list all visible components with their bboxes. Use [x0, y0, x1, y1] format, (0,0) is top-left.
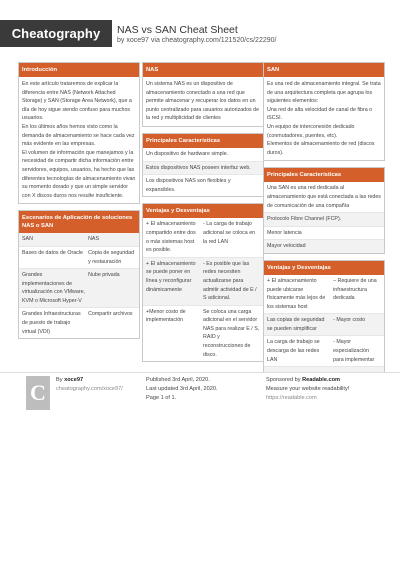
san-paragraph: Un equipo de interconexión dedicado (conmutadores, puentes, etc). — [267, 123, 355, 139]
sponsor-text: Measure your website readability! — [266, 386, 350, 392]
san-body — [264, 77, 384, 160]
column-header-san: SAN — [22, 236, 33, 243]
table-cell: Nube privada — [88, 272, 120, 279]
published-date: Published 3rd April, 2020. — [146, 377, 210, 383]
table-row — [143, 257, 263, 305]
footer-sponsor-block — [266, 376, 391, 403]
sponsor-link[interactable]: Readable.com — [302, 377, 341, 383]
scenarios-title: Escenarios de Aplicación de soluciones NAS o SAN — [19, 211, 139, 233]
advantage-cell: + El almacenamiento puede ubicarse físicamente más lejos de los sistemas host — [267, 277, 326, 310]
san-paragraph: Es una red de almacenamiento integral. Se trata de una arquitectura completa que agrupa los siguientes elementos: — [267, 81, 381, 105]
disadvantage-cell: – Requiere de una infraestructura dedicada — [333, 277, 377, 302]
san-section — [263, 62, 385, 161]
nas-pros-section — [142, 203, 264, 362]
intro-paragraph: En los últimos años hemos visto como la demanda de almacenamiento se hace cada vez más evidente en las empresas. — [22, 123, 135, 148]
column-1 — [18, 62, 140, 345]
nas-text: Un sistema NAS es un dispositivo de almacenamiento conectado a una red que permite almacenar y recuperar los datos en un punto centralizado para usuarios autorizados de la red y multiplicidad de clientes — [146, 81, 260, 122]
advantage-cell: La carga de trabajo se descarga de las redes LAN — [267, 339, 320, 363]
nas-title: NAS — [143, 63, 263, 77]
intro-section — [18, 62, 140, 204]
disadvantage-cell: - Mayor costo — [333, 317, 366, 324]
nas-features-title: Principales Características — [143, 134, 263, 148]
san-features-section — [263, 167, 385, 254]
footer-by-label: By — [56, 377, 63, 383]
table-row — [19, 246, 139, 268]
table-cell: Compartir archivos — [88, 311, 133, 318]
table-row — [143, 218, 263, 256]
sponsor-label: Sponsored by — [266, 377, 301, 383]
table-row — [264, 275, 384, 313]
advantage-cell: Las copias de seguridad se pueden simplificar — [267, 317, 325, 332]
table-row — [19, 307, 139, 338]
byline — [117, 37, 276, 44]
page-title: NAS vs SAN Cheat Sheet — [117, 24, 238, 36]
disadvantage-cell: - La carga de trabajo adicional se coloca en la red LAN — [203, 221, 256, 245]
scenarios-section — [18, 210, 140, 339]
footer-author-url[interactable]: cheatography.com/xoce97/ — [56, 386, 123, 392]
intro-paragraph: En este artículo trataremos de explicar la diferencia entre NAS (Network Attached Storage) y SAN (Storage Area Network), que a día de hoy sigue siendo confuso para muchos usuarios. — [22, 81, 132, 122]
footer-author-link[interactable]: xoce97 — [64, 377, 84, 383]
sponsor-url[interactable]: https://readable.com — [266, 395, 317, 401]
list-item: Un dispositivo de hardware simple. — [146, 150, 229, 157]
san-paragraph: Una red de alta velocidad de canal de fibra o iSCSI. — [267, 106, 373, 122]
san-pros-title: Ventajas y Desventajas — [264, 261, 384, 275]
intro-paragraph: El volumen de información que manejamos y la necesidad de compartir dicha información entre servidores, equipos, usuarios, ha hecho que las diferentes tecnologías de almacenamiento vivan su momento dorado y que un simple servidor con X discos duros nos resulte insuficiente. — [22, 149, 136, 199]
san-pros-section — [263, 260, 385, 381]
cheatography-badge-icon: C — [26, 376, 50, 410]
san-title: SAN — [264, 63, 384, 77]
nas-features-section — [142, 133, 264, 197]
intro-title: Introducción — [19, 63, 139, 77]
page-header — [0, 0, 400, 62]
table-cell: Copia de seguridad y restauración — [88, 249, 135, 265]
column-3 — [263, 62, 385, 387]
nas-pros-title: Ventajas y Desventajas — [143, 204, 263, 218]
page-number: Page 1 of 1. — [146, 395, 177, 401]
table-row — [19, 268, 139, 307]
footer-author-block — [56, 376, 136, 394]
updated-date: Last updated 3rd April, 2020. — [146, 386, 218, 392]
table-row — [143, 305, 263, 362]
list-item: Protocolo Fibre Channel (FCP). — [264, 212, 384, 226]
nas-section — [142, 62, 264, 127]
table-cell: Grandes Infraestructuras de puesto de trabajo virtual (VDI) — [22, 311, 81, 335]
disadvantage-cell: - Mayor especialización para implementar — [333, 339, 375, 363]
table-cell: Grandes implementaciones de virtualización con VMware, KVM o Microsoft Hyper-V — [22, 272, 85, 304]
footer-dates-block — [146, 376, 256, 403]
list-item: Menor latencia — [264, 226, 384, 240]
author-link[interactable]: xoce97 — [126, 37, 149, 44]
table-row — [264, 335, 384, 366]
intro-body — [19, 77, 139, 203]
san-paragraph: Elementos de almacenamiento de red (discos duros). — [267, 141, 375, 156]
list-item: Una SAN es una red dedicada al almacenamiento que está conectada a las redes de comunicación de una compañía — [267, 185, 381, 209]
column-2 — [142, 62, 264, 368]
disadvantage-cell: - Es posible que las redes necesiten actualizarse para admitir actividad de E / S adicional. — [203, 260, 257, 302]
sheet-url-link[interactable]: cheatography.com/121520/cs/22290/ — [161, 37, 277, 44]
byline-via: via — [150, 37, 160, 44]
table-header-row — [19, 233, 139, 246]
table-cell: Bases de datos de Oracle — [22, 249, 83, 256]
disadvantage-cell: Se coloca una carga adicional en el servidor NAS para realizar E / S, RAID y reconstrucciones de disco. — [203, 308, 260, 358]
list-item: Estos dispositivos NAS poseen interfaz web. — [143, 161, 263, 175]
table-row — [264, 313, 384, 335]
cheatography-logo[interactable]: Cheatography — [0, 20, 112, 47]
san-features-title: Principales Características — [264, 168, 384, 182]
list-item: Mayor velocidad — [264, 239, 384, 253]
column-header-nas: NAS — [88, 236, 100, 243]
advantage-cell: +Menor costo de implementación — [146, 308, 186, 324]
advantage-cell: + El almacenamiento se puede poner en línea y reconfigurar dinámicamente — [146, 260, 196, 293]
advantage-cell: + El almacenamiento compartido entre dos o más sistemas host es posible. — [146, 221, 196, 254]
byline-prefix: by — [117, 37, 125, 44]
list-item: Los dispositivos NAS son flexibles y expansibles. — [143, 174, 263, 196]
